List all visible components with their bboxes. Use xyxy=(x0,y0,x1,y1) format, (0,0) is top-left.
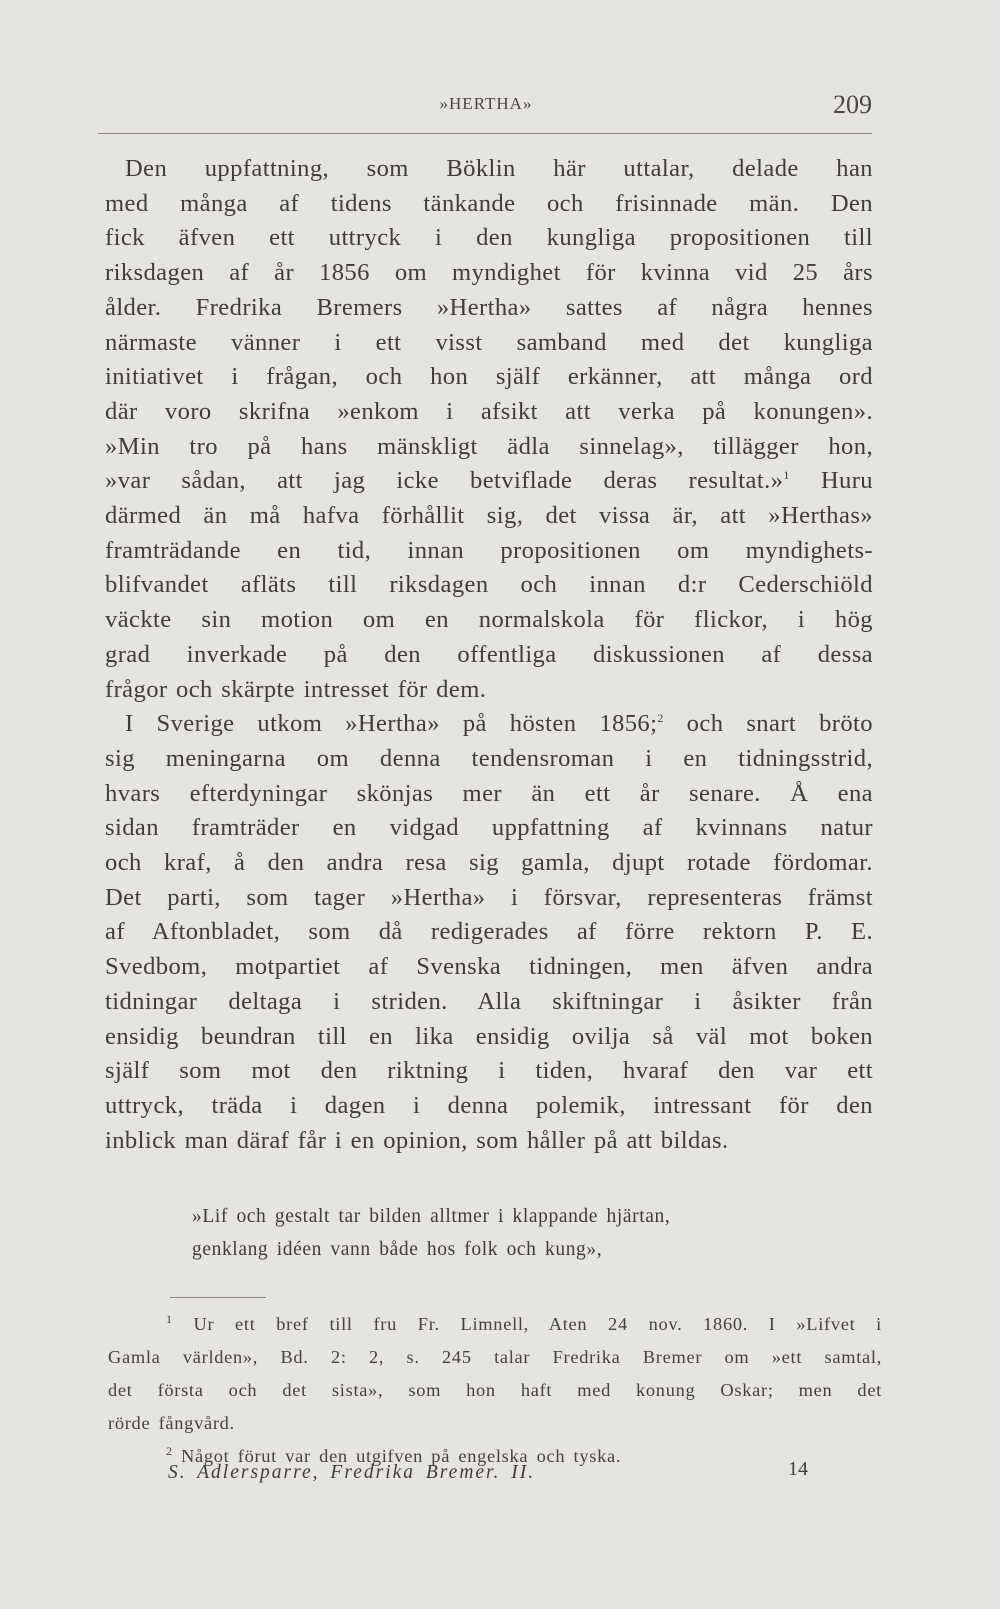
body-text: initiativet i frågan, och hon själf erkänner, att många ord xyxy=(105,363,873,391)
body-text: där voro skrifna »enkom i afsikt att verka på konungen». xyxy=(105,397,873,425)
body-line xyxy=(105,360,873,395)
body-text: framträdande en tid, innan propositionen om myndighets- xyxy=(105,536,873,564)
body-line xyxy=(105,881,873,916)
body-line xyxy=(105,464,873,499)
body-line xyxy=(105,985,873,1020)
body-line xyxy=(105,1124,873,1159)
body-text: och kraf, å den andra resa sig gamla, djupt rotade fördomar. xyxy=(105,849,873,877)
body-text: Det parti, som tager »Hertha» i försvar, representeras främst xyxy=(105,883,873,911)
body-text: tidningar deltaga i striden. Alla skiftningar i åsikter från xyxy=(105,987,873,1015)
body-text: frågor och skärpte intresset för dem. xyxy=(105,675,487,703)
body-text: uttryck, träda i dagen i denna polemik, intressant för den xyxy=(105,1091,873,1119)
body-text: fick äfven ett uttryck i den kungliga propositionen till xyxy=(105,224,873,252)
body-line xyxy=(105,638,873,673)
page-header xyxy=(100,90,872,130)
body-line xyxy=(105,1089,873,1124)
verse-quote xyxy=(192,1200,792,1266)
body-text: I Sverige utkom »Hertha» på hösten 1856; xyxy=(125,710,658,738)
footnote-reference: 1 xyxy=(783,468,790,483)
body-text: inblick man däraf får i en opinion, som håller på att bildas. xyxy=(105,1126,729,1154)
body-line xyxy=(105,1054,873,1089)
footnote-text: rörde fångvård. xyxy=(108,1413,235,1433)
footnote-text: Gamla världen», Bd. 2: 2, s. 245 talar Fredrika Bremer om »ett samtal, xyxy=(108,1347,882,1367)
body-line xyxy=(105,326,873,361)
body-line xyxy=(105,1020,873,1055)
body-text: af Aftonbladet, som då redigerades af förre rektorn P. E. xyxy=(105,918,873,946)
footnote-text: det första och det sista», som hon haft med konung Oskar; men det xyxy=(108,1380,882,1400)
body-text: Svedbom, motpartiet af Svenska tidningen, men äfven andra xyxy=(105,953,873,981)
footnote-marker: 1 xyxy=(166,1311,173,1326)
body-line xyxy=(105,811,873,846)
body-line xyxy=(105,534,873,569)
body-text: »var sådan, att jag icke betviflade deras resultat.» xyxy=(105,467,784,495)
sheet-number: 14 xyxy=(788,1458,808,1480)
footnote-reference: 2 xyxy=(657,711,664,726)
body-text-continued: och snart bröto xyxy=(663,710,873,738)
quote-line: genklang idéen vann både hos folk och kung», xyxy=(192,1239,603,1260)
body-line xyxy=(105,950,873,985)
body-line xyxy=(105,221,873,256)
body-line xyxy=(105,499,873,534)
body-line xyxy=(105,846,873,881)
footnote-line xyxy=(108,1407,882,1440)
footnote-line xyxy=(108,1308,882,1341)
body-text: blifvandet afläts till riksdagen och innan d:r Cederschiöld xyxy=(105,571,873,599)
body-text: därmed än må hafva förhållit sig, det vissa är, att »Herthas» xyxy=(105,502,873,530)
body-text: hvars efterdyningar skönjas mer än ett år senare. Å ena xyxy=(105,779,873,807)
signature-text: S. Adlersparre, Fredrika Bremer. II. xyxy=(168,1462,536,1483)
body-line xyxy=(105,742,873,777)
body-text: Den uppfattning, som Böklin här uttalar, delade han xyxy=(125,155,873,182)
body-text: sidan framträder en vidgad uppfattning af kvinnans natur xyxy=(105,814,873,842)
body-text: med många af tidens tänkande och frisinnade män. Den xyxy=(105,189,873,217)
footnote-rule xyxy=(170,1297,266,1298)
body-line xyxy=(105,568,873,603)
body-text-continued: Huru xyxy=(789,467,873,495)
body-text: sig meningarna om denna tendensroman i en tidningsstrid, xyxy=(105,744,873,772)
body-line xyxy=(105,673,873,708)
footnote-text: Något förut var den utgifven på engelska och tyska. xyxy=(172,1446,622,1466)
footnote-line xyxy=(108,1341,882,1374)
body-line xyxy=(105,152,873,187)
body-text xyxy=(105,152,873,1158)
body-line xyxy=(105,430,873,465)
body-text: grad inverkade på den offentliga diskussionen af dessa xyxy=(105,640,873,668)
body-text: ensidig beundran till en lika ensidig ovilja så väl mot boken xyxy=(105,1022,873,1050)
body-line xyxy=(105,256,873,291)
signature-line xyxy=(168,1458,808,1502)
footnote-line xyxy=(108,1374,882,1407)
body-text: själf som mot den riktning i tiden, hvaraf den var ett xyxy=(105,1057,873,1085)
body-line xyxy=(105,707,873,742)
body-text: »Min tro på hans mänskligt ädla sinnelag», tillägger hon, xyxy=(105,432,873,460)
body-line xyxy=(105,395,873,430)
running-title: »HERTHA» xyxy=(439,94,533,113)
quote-line: »Lif och gestalt tar bilden alltmer i klappande hjärtan, xyxy=(192,1206,671,1227)
body-text: ålder. Fredrika Bremers »Hertha» sattes af några hennes xyxy=(105,293,873,321)
footnotes xyxy=(108,1308,882,1473)
page-number: 209 xyxy=(833,90,872,119)
body-line xyxy=(105,187,873,222)
footnote-text: Ur ett bref till fru Fr. Limnell, Aten 24 nov. 1860. I »Lifvet i xyxy=(172,1314,882,1334)
header-rule xyxy=(98,133,872,134)
body-line xyxy=(105,291,873,326)
footnote-marker: 2 xyxy=(166,1443,173,1458)
body-text: närmaste vänner i ett visst samband med det kungliga xyxy=(105,328,873,356)
body-text: riksdagen af år 1856 om myndighet för kvinna vid 25 års xyxy=(105,259,873,287)
body-text: väckte sin motion om en normalskola för flickor, i hög xyxy=(105,606,873,634)
body-line xyxy=(105,603,873,638)
body-line xyxy=(105,777,873,812)
body-line xyxy=(105,915,873,950)
